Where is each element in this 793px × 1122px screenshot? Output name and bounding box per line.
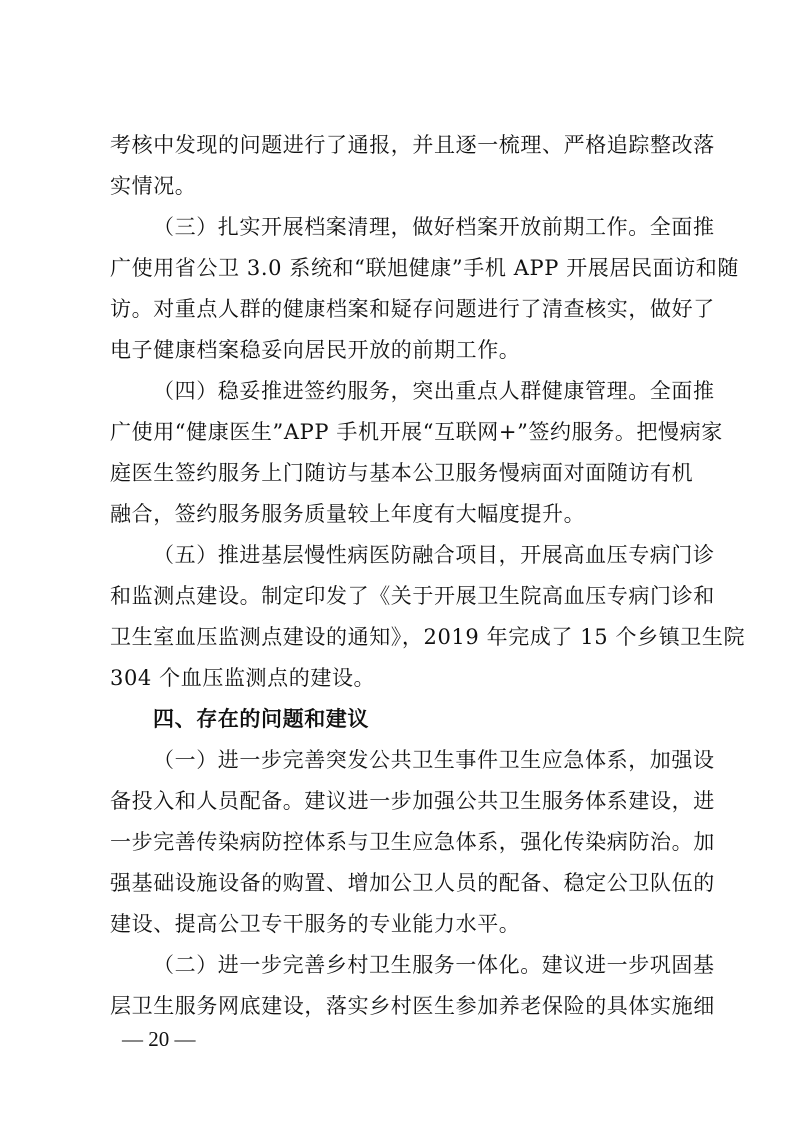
section-heading: 四、存在的问题和建议 [153,707,369,731]
body-text-line: 广使用“健康医生”APP 手机开展“互联网+”签约服务。把慢病家 [110,420,723,444]
body-text-line: （五）推进基层慢性病医防融合项目，开展高血压专病门诊 [153,543,715,567]
body-text-line: 建设、提高公卫专干服务的专业能力水平。 [110,912,521,936]
body-text-line: 融合，签约服务服务质量较上年度有大幅度提升。 [110,502,586,526]
page-number: — 20 — [122,1027,196,1051]
body-text-line: 庭医生签约服务上门随访与基本公卫服务慢病面对面随访有机 [110,461,694,485]
body-text-line: 备投入和人员配备。建议进一步加强公共卫生服务体系建设，进 [110,789,715,813]
body-text-line: 一步完善传染病防控体系与卫生应急体系，强化传染病防治。加 [110,830,715,854]
body-text-line: 和监测点建设。制定印发了《关于开展卫生院高血压专病门诊和 [110,584,715,608]
body-text-line: （四）稳妥推进签约服务，突出重点人群健康管理。全面推 [153,379,715,403]
body-text-line: 电子健康档案稳妥向居民开放的前期工作。 [110,338,521,362]
body-text-line: 强基础设施设备的购置、增加公卫人员的配备、稳定公卫队伍的 [110,871,715,895]
body-text-line: 304 个血压监测点的建设。 [110,666,376,690]
body-text-line: 广使用省公卫 3.0 系统和“联旭健康”手机 APP 开展居民面访和随 [110,256,739,280]
body-text-line: 卫生室血压监测点建设的通知》，2019 年完成了 15 个乡镇卫生院 [110,625,746,649]
body-text-line: 实情况。 [110,174,197,198]
body-text-line: （三）扎实开展档案清理，做好档案开放前期工作。全面推 [153,215,715,239]
body-text-line: 层卫生服务网底建设，落实乡村医生参加养老保险的具体实施细 [110,994,715,1018]
body-text-line: 考核中发现的问题进行了通报，并且逐一梳理、严格追踪整改落 [110,133,715,157]
body-text-line: 访。对重点人群的健康档案和疑存问题进行了清查核实，做好了 [110,297,715,321]
body-text-line: （二）进一步完善乡村卫生服务一体化。建议进一步巩固基 [153,953,715,977]
body-text-line: （一）进一步完善突发公共卫生事件卫生应急体系，加强设 [153,748,715,772]
